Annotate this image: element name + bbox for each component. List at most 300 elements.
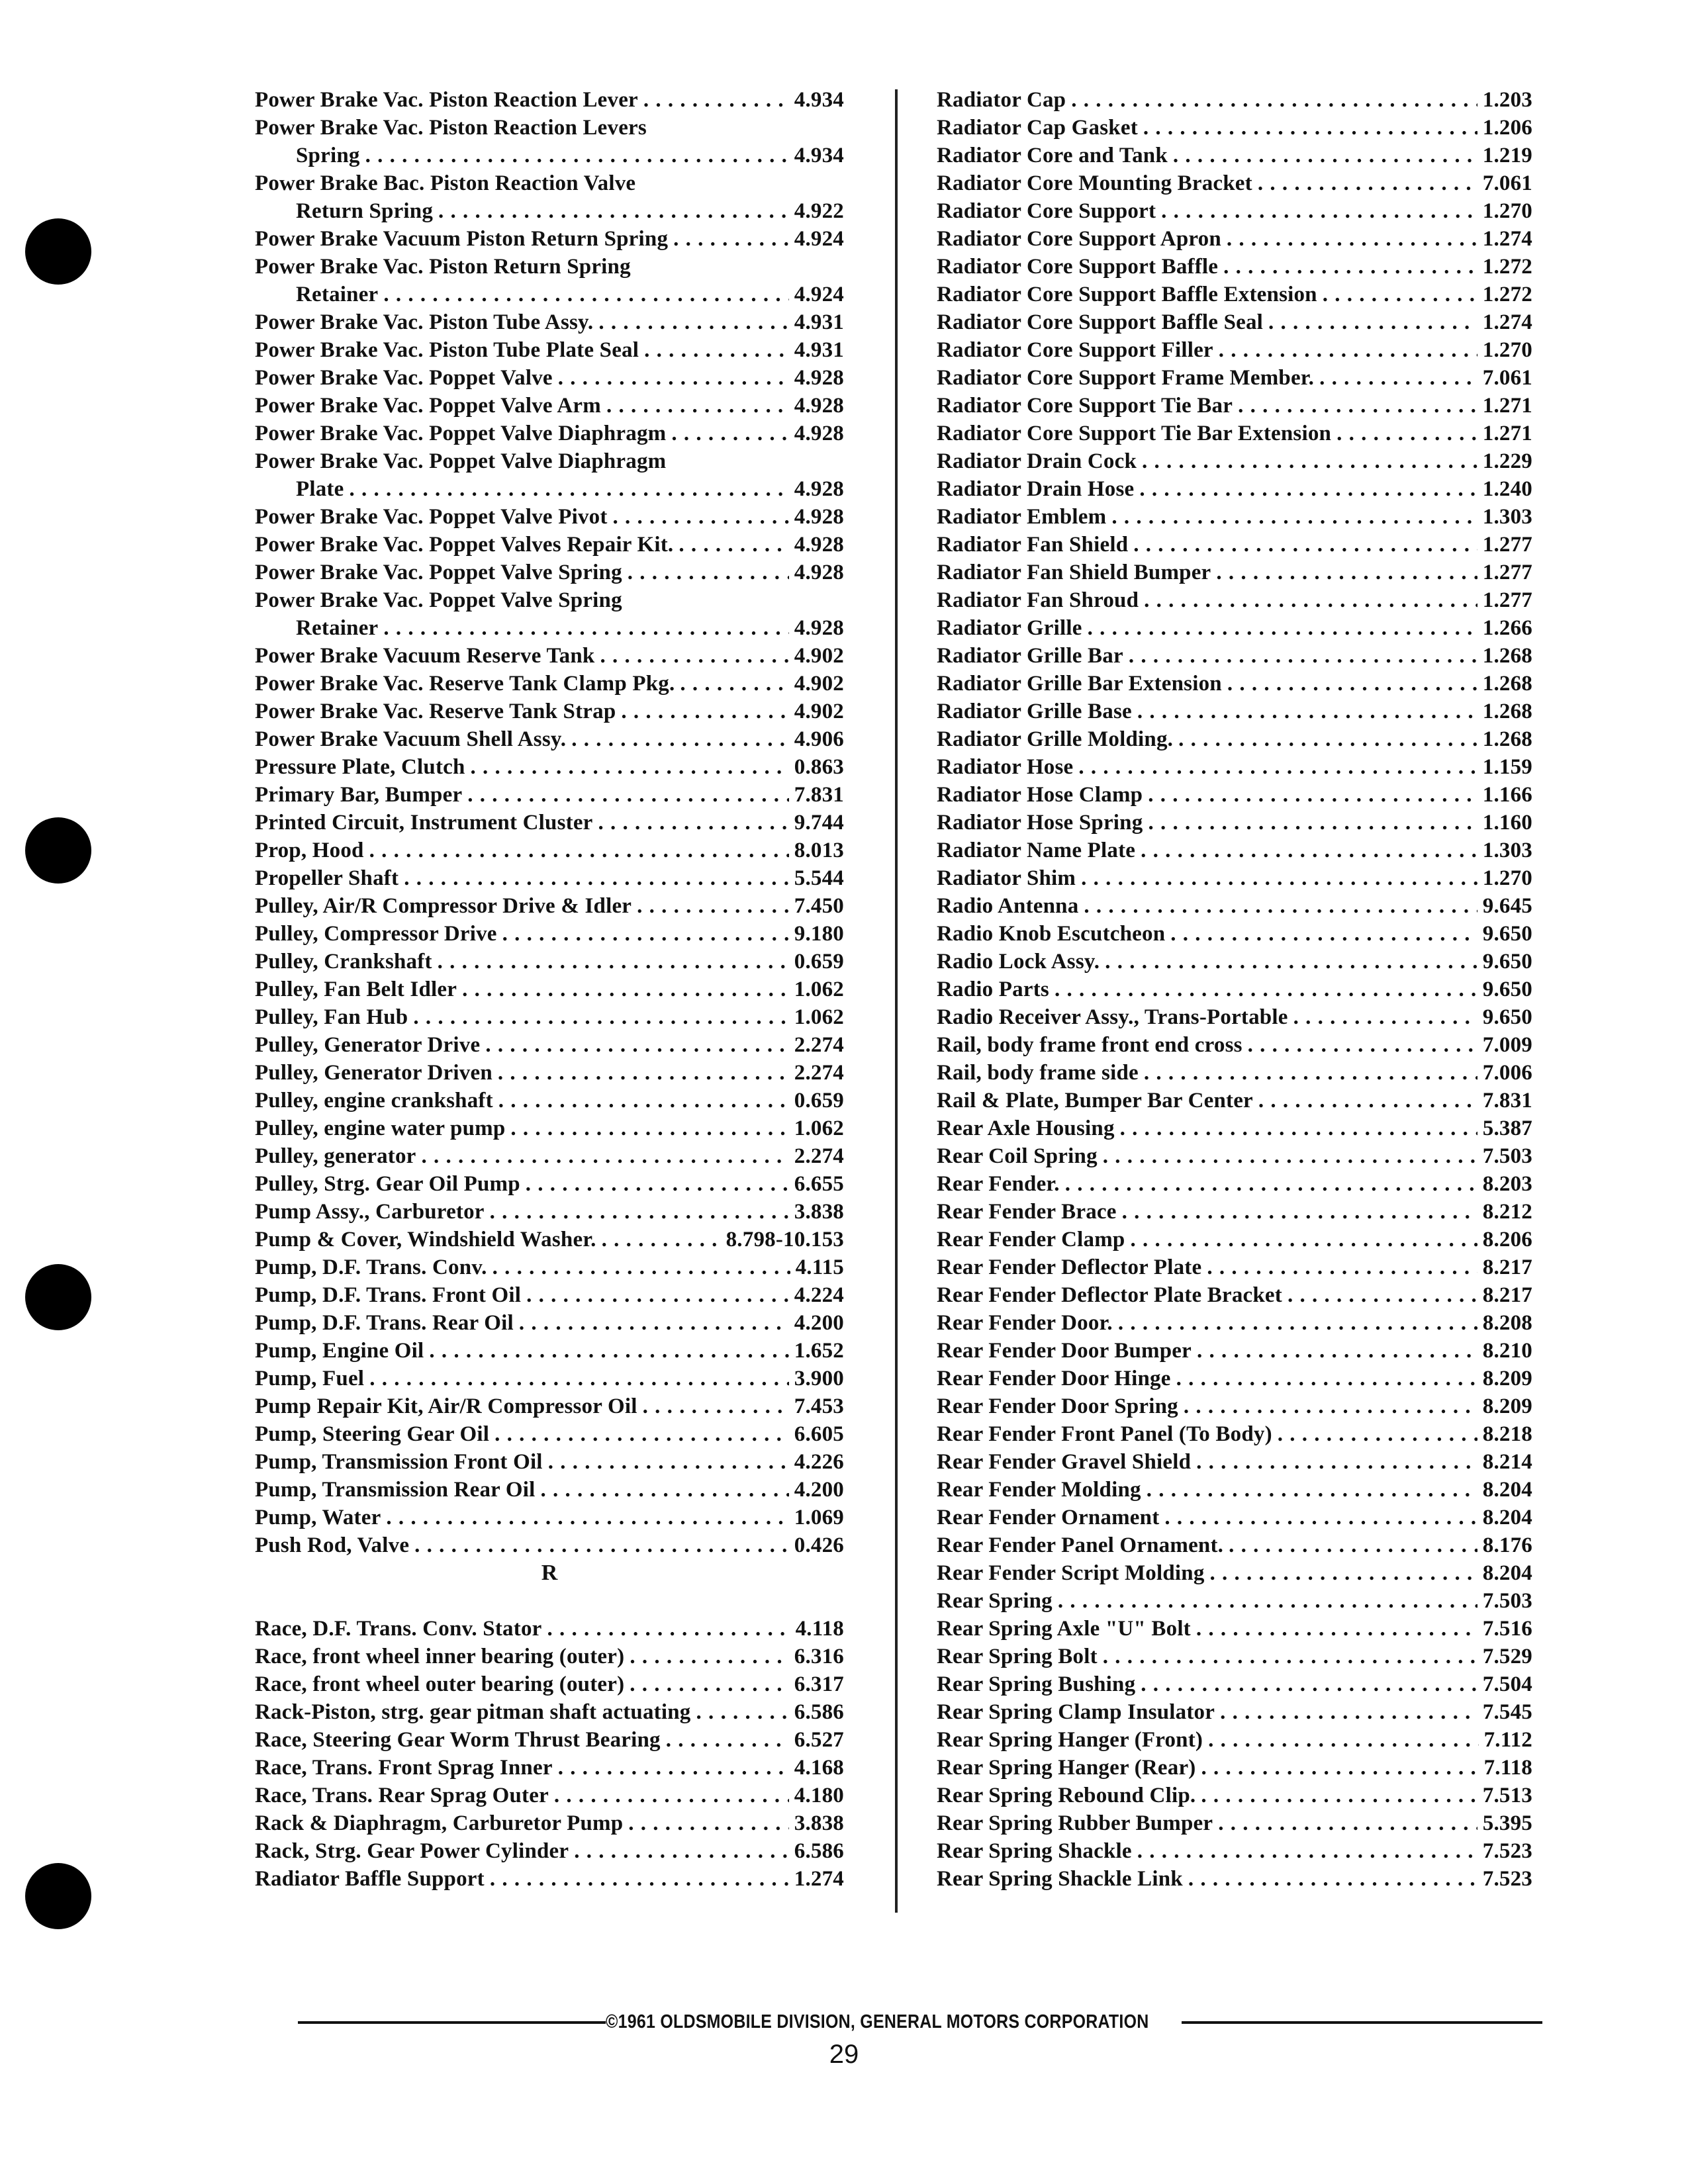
index-entry [255,1726,844,1754]
index-entry [255,1504,844,1531]
entry-label: Power Brake Vac. Poppet Valve Spring [255,588,622,612]
entry-label: Pulley, Fan Hub [255,1005,408,1029]
entry-page-ref: 1.159 [1482,755,1532,779]
index-entry [255,1809,844,1837]
entry-label: Primary Bar, Bumper [255,783,463,807]
entry-label: Rear Fender Clamp [937,1228,1125,1251]
index-entry [937,1281,1532,1309]
entry-page-ref: 2.274 [794,1144,844,1168]
entry-page-ref: 9.650 [1482,978,1532,1001]
entry-label: Pulley, engine water pump [255,1116,506,1140]
dot-leader [1268,308,1477,336]
entry-page-ref: 4.922 [794,199,844,223]
entry-label: Rear Fender Door Spring [937,1394,1178,1418]
entry-page-ref: 5.387 [1482,1116,1532,1140]
dot-leader [1137,1837,1477,1865]
index-list-right [937,86,1532,1893]
index-entry [937,1420,1532,1448]
dot-leader [1142,447,1477,475]
entry-label: Radiator Grille [937,616,1082,640]
entry-page-ref: 6.527 [794,1728,844,1752]
entry-label: Pump, Transmission Rear Oil [255,1478,536,1502]
entry-label: Rear Spring Hanger (Rear) [937,1756,1196,1780]
index-entry [937,614,1532,642]
entry-label: Pump, Fuel [255,1367,365,1390]
entry-page-ref: 1.203 [1482,88,1532,112]
entry-label: Pressure Plate, Clutch [255,755,465,779]
dot-leader [1238,392,1477,420]
index-entry [937,308,1532,336]
index-entry [255,114,844,142]
entry-page-ref: 1.219 [1482,144,1532,167]
entry-label: Retainer [296,616,379,640]
entry-page-ref: 9.645 [1482,894,1532,918]
entry-label: Pump Assy., Carburetor [255,1200,485,1224]
entry-label: Rear Fender Gravel Shield [937,1450,1192,1474]
entry-label: Pump & Cover, Windshield Washer. [255,1228,596,1251]
entry-page-ref: 4.934 [794,88,844,112]
dot-leader [492,1253,790,1281]
entry-page-ref: 7.831 [1482,1089,1532,1113]
dot-leader [571,725,789,753]
entry-label: Rail, body frame side [937,1061,1139,1085]
index-entry [937,1448,1532,1476]
entry-label: Radio Parts [937,978,1049,1001]
entry-label: Pulley, Strg. Gear Oil Pump [255,1172,520,1196]
entry-page-ref: 7.009 [1482,1033,1532,1057]
entry-label: Pump, Steering Gear Oil [255,1422,490,1446]
entry-page-ref: 1.272 [1482,255,1532,279]
entry-page-ref: 1.160 [1482,811,1532,835]
dot-leader [1201,1782,1477,1809]
entry-page-ref: 1.062 [794,1116,844,1140]
entry-page-ref: 7.006 [1482,1061,1532,1085]
dot-leader [1227,670,1477,698]
index-entry [255,281,844,308]
entry-page-ref: 8.204 [1482,1506,1532,1529]
dot-leader [1218,1809,1477,1837]
entry-label: Power Brake Vac. Piston Reaction Levers [255,116,647,140]
dot-leader [1161,197,1477,225]
index-entry [937,1170,1532,1198]
dot-leader [485,1031,788,1059]
index-entry [937,336,1532,364]
entry-label: Radiator Core Support [937,199,1156,223]
dot-leader [1201,1754,1478,1782]
dot-leader [554,1782,789,1809]
entry-label: Rear Fender Brace [937,1200,1117,1224]
entry-label: Radiator Core Support Frame Member. [937,366,1315,390]
dot-leader [1078,753,1477,781]
dot-leader [490,1198,789,1226]
entry-page-ref: 5.544 [794,866,844,890]
entry-label: Power Brake Bac. Piston Reaction Valve [255,171,636,195]
entry-page-ref: 4.180 [794,1784,844,1807]
dot-leader [1058,1587,1477,1615]
index-entry [937,86,1532,114]
dot-leader [1184,1392,1477,1420]
index-entry [937,1476,1532,1504]
entry-label: Pulley, Crankshaft [255,950,432,974]
entry-label: Rear Spring Hanger (Front) [937,1728,1203,1752]
entry-page-ref: 0.659 [794,950,844,974]
entry-page-ref: 7.118 [1483,1756,1532,1780]
entry-label: Rear Fender. [937,1172,1060,1196]
entry-page-ref: 4.928 [794,394,844,418]
entry-page-ref: 8.217 [1482,1283,1532,1307]
index-entry [937,1587,1532,1615]
entry-page-ref: 7.545 [1482,1700,1532,1724]
index-list-p [255,86,844,1559]
entry-label: Rail, body frame front end cross [937,1033,1243,1057]
entry-page-ref: 6.316 [794,1645,844,1668]
entry-page-ref: 4.224 [794,1283,844,1307]
index-entry [255,503,844,531]
entry-page-ref: 9.650 [1482,950,1532,974]
entry-label: Rear Spring Clamp Insulator [937,1700,1215,1724]
entry-label: Propeller Shaft [255,866,399,890]
entry-label: Rear Fender Panel Ornament. [937,1533,1224,1557]
entry-label: Power Brake Vac. Poppet Valves Repair Kit. [255,533,674,557]
entry-label: Rear Fender Molding [937,1478,1141,1502]
dot-leader [1133,531,1477,559]
index-entry [255,1698,844,1726]
index-entry [255,1226,844,1253]
index-entry [255,308,844,336]
dot-leader [438,197,789,225]
dot-leader [548,1448,789,1476]
entry-page-ref: 8.209 [1482,1367,1532,1390]
index-entry [255,1309,844,1337]
dot-leader [1137,698,1477,725]
index-entry [255,698,844,725]
index-entry [937,1115,1532,1142]
entry-label: Power Brake Vac. Poppet Valve [255,366,553,390]
entry-page-ref: 1.274 [794,1867,844,1891]
index-entry [255,753,844,781]
binder-hole [25,1264,91,1330]
entry-page-ref: 4.906 [794,727,844,751]
entry-label: Power Brake Vacuum Piston Return Spring [255,227,669,251]
index-entry [255,1365,844,1392]
entry-label: Radio Knob Escutcheon [937,922,1166,946]
index-entry [255,1865,844,1893]
dot-leader [429,1337,788,1365]
index-entry [937,1837,1532,1865]
entry-page-ref: 4.928 [794,422,844,445]
entry-page-ref: 1.271 [1482,394,1532,418]
dot-leader [1188,1865,1477,1893]
entry-label: Radiator Cap Gasket [937,116,1138,140]
index-entry [937,781,1532,809]
index-entry [937,1670,1532,1698]
entry-page-ref: 7.061 [1482,171,1532,195]
index-entry [255,420,844,447]
dot-leader [1088,614,1477,642]
index-entry [937,976,1532,1003]
index-entry [937,948,1532,976]
entry-page-ref: 4.934 [794,144,844,167]
entry-page-ref: 1.206 [1482,116,1532,140]
section-letter-heading: R [541,1561,558,1585]
dot-leader [519,1309,789,1337]
index-entry [255,1337,844,1365]
index-entry [937,1809,1532,1837]
index-entry [255,1448,844,1476]
index-entry [937,281,1532,308]
index-entry [255,642,844,670]
entry-page-ref: 3.838 [794,1811,844,1835]
entry-page-ref: 1.652 [794,1339,844,1363]
dot-leader [1210,1559,1477,1587]
entry-page-ref: 8.176 [1482,1533,1532,1557]
dot-leader [666,1726,789,1754]
entry-label: Radiator Core Mounting Bracket [937,171,1252,195]
dot-leader [598,308,788,336]
index-entry [937,1198,1532,1226]
entry-page-ref: 1.229 [1482,449,1532,473]
index-entry [255,142,844,169]
index-entry [937,114,1532,142]
index-entry [937,1754,1532,1782]
entry-label: Radiator Core and Tank [937,144,1168,167]
index-entry [255,253,844,281]
dot-leader [606,392,789,420]
entry-label: Printed Circuit, Instrument Cluster [255,811,593,835]
index-entry [255,169,844,197]
dot-leader [1258,169,1477,197]
dot-leader [383,281,788,308]
entry-page-ref: 8.214 [1482,1450,1532,1474]
entry-page-ref: 8.210 [1482,1339,1532,1363]
dot-leader [526,1170,789,1198]
entry-label: Pump, Transmission Front Oil [255,1450,543,1474]
entry-page-ref: 4.226 [794,1450,844,1474]
dot-leader [404,864,789,892]
entry-page-ref: 7.503 [1482,1589,1532,1613]
index-entry [255,809,844,837]
index-entry [255,1754,844,1782]
dot-leader [1148,809,1477,837]
index-entry [937,809,1532,837]
dot-leader [644,336,789,364]
dot-leader [1220,1698,1477,1726]
dot-leader [1219,336,1477,364]
index-entry [937,1559,1532,1587]
entry-label: Radio Lock Assy. [937,950,1100,974]
entry-label: Pulley, Compressor Drive [255,922,497,946]
index-entry [937,725,1532,753]
entry-page-ref: 7.513 [1482,1784,1532,1807]
entry-label: Radiator Grille Base [937,700,1132,723]
entry-label: Radiator Core Support Filler [937,338,1213,362]
entry-page-ref: 1.270 [1482,866,1532,890]
entry-label: Prop, Hood [255,839,364,862]
index-entry [937,475,1532,503]
index-entry [255,1643,844,1670]
entry-label: Radiator Shim [937,866,1076,890]
dot-leader [369,1365,789,1392]
index-entry [255,1837,844,1865]
dot-leader [628,1809,788,1837]
entry-label: Plate [296,477,344,501]
entry-page-ref: 1.277 [1482,533,1532,557]
entry-label: Power Brake Vacuum Shell Assy. [255,727,567,751]
index-column-right [937,86,1532,1893]
dot-leader [369,837,789,864]
entry-label: Radiator Grille Bar [937,644,1123,668]
entry-page-ref: 4.118 [795,1617,844,1641]
entry-page-ref: 1.268 [1482,700,1532,723]
dot-leader [680,670,788,698]
entry-label: Radiator Core Support Baffle [937,255,1219,279]
entry-page-ref: 4.902 [794,672,844,696]
entry-page-ref: 4.200 [794,1478,844,1502]
entry-label: Power Brake Vac. Poppet Valve Arm [255,394,601,418]
dot-leader [1278,1420,1477,1448]
dot-leader [643,86,789,114]
index-entry [937,920,1532,948]
dot-leader [1227,225,1477,253]
entry-page-ref: 8.798-10.153 [726,1228,844,1251]
dot-leader [1065,1170,1477,1198]
entry-page-ref: 4.168 [794,1756,844,1780]
dot-leader [1081,864,1477,892]
dot-leader [602,1226,721,1253]
entry-label: Pulley, Generator Drive [255,1033,481,1057]
entry-label: Radiator Grille Bar Extension [937,672,1222,696]
entry-label: Radiator Hose Clamp [937,783,1143,807]
index-entry [937,1253,1532,1281]
entry-page-ref: 1.274 [1482,310,1532,334]
entry-label: Pump, D.F. Trans. Front Oil [255,1283,522,1307]
dot-leader [1173,142,1477,169]
dot-leader [574,1837,789,1865]
entry-page-ref: 8.209 [1482,1394,1532,1418]
entry-page-ref: 8.203 [1482,1172,1532,1196]
entry-label: Radiator Grille Molding. [937,727,1174,751]
entry-label: Rail & Plate, Bumper Bar Center [937,1089,1253,1113]
index-entry [255,1531,844,1559]
index-entry [937,1365,1532,1392]
entry-label: Radiator Drain Hose [937,477,1135,501]
entry-page-ref: 4.115 [795,1255,844,1279]
entry-label: Rear Coil Spring [937,1144,1098,1168]
entry-page-ref: 1.062 [794,978,844,1001]
entry-page-ref: 7.061 [1482,366,1532,390]
entry-label: Power Brake Vac. Poppet Valve Diaphragm [255,422,667,445]
entry-page-ref: 1.268 [1482,644,1532,668]
entry-page-ref: 7.453 [794,1394,844,1418]
entry-page-ref: 1.069 [794,1506,844,1529]
dot-leader [540,1476,788,1504]
index-entry [937,503,1532,531]
dot-leader [349,475,788,503]
entry-label: Rear Spring Bolt [937,1645,1098,1668]
entry-page-ref: 6.586 [794,1839,844,1863]
entry-label: Radiator Drain Cock [937,449,1137,473]
index-entry [937,420,1532,447]
index-entry [937,1392,1532,1420]
entry-label: Radiator Core Support Baffle Seal [937,310,1264,334]
entry-page-ref: 3.838 [794,1200,844,1224]
dot-leader [643,1392,789,1420]
index-entry [255,948,844,976]
index-entry [937,586,1532,614]
index-entry [255,1087,844,1115]
index-entry [255,892,844,920]
entry-label: Rear Fender Door. [937,1311,1113,1335]
entry-page-ref: 4.200 [794,1311,844,1335]
dot-leader [1319,364,1477,392]
dot-leader [1288,1281,1477,1309]
entry-page-ref: 8.218 [1482,1422,1532,1446]
entry-label: Rear Spring Shackle Link [937,1867,1183,1891]
dot-leader [383,614,788,642]
entry-page-ref: 7.529 [1482,1645,1532,1668]
dot-leader [621,698,788,725]
footer-rule-right [1182,2021,1542,2024]
entry-page-ref: 1.166 [1482,783,1532,807]
index-entry [255,1115,844,1142]
index-entry [255,197,844,225]
entry-page-ref: 1.270 [1482,338,1532,362]
dot-leader [386,1504,788,1531]
entry-page-ref: 4.931 [794,310,844,334]
dot-leader [1143,114,1477,142]
entry-page-ref: 8.217 [1482,1255,1532,1279]
entry-label: Power Brake Vac. Piston Return Spring [255,255,631,279]
dot-leader [413,1003,788,1031]
index-entry [937,1337,1532,1365]
index-entry [255,1198,844,1226]
index-entry [937,1003,1532,1031]
entry-page-ref: 9.744 [794,811,844,835]
index-entry [255,1782,844,1809]
dot-leader [1229,1531,1477,1559]
entry-label: Power Brake Vac. Piston Reaction Lever [255,88,638,112]
footer-copyright: ©1961 OLDSMOBILE DIVISION, GENERAL MOTORS CORPORATION [606,2011,1149,2032]
entry-page-ref: 1.303 [1482,839,1532,862]
entry-label: Radiator Name Plate [937,839,1136,862]
dot-leader [1144,586,1477,614]
footer-rule-left [298,2021,606,2024]
entry-page-ref: 1.268 [1482,672,1532,696]
dot-leader [1216,559,1477,586]
entry-page-ref: 2.274 [794,1061,844,1085]
dot-leader [1084,892,1477,920]
dot-leader [1196,1615,1477,1643]
dot-leader [1197,1337,1477,1365]
index-entry [937,1142,1532,1170]
index-entry [937,753,1532,781]
index-entry [255,336,844,364]
dot-leader [1293,1003,1477,1031]
index-entry [937,1782,1532,1809]
dot-leader [1208,1726,1478,1754]
index-entry [937,1726,1532,1754]
entry-label: Power Brake Vac. Piston Tube Assy. [255,310,594,334]
entry-label: Rear Fender Ornament [937,1506,1160,1529]
index-entry [937,1087,1532,1115]
entry-page-ref: 0.863 [794,755,844,779]
index-entry [937,1698,1532,1726]
index-entry [255,1670,844,1698]
index-entry [937,253,1532,281]
entry-label: Radiator Baffle Support [255,1867,485,1891]
dot-leader [1207,1253,1477,1281]
dot-leader [1144,1059,1477,1087]
